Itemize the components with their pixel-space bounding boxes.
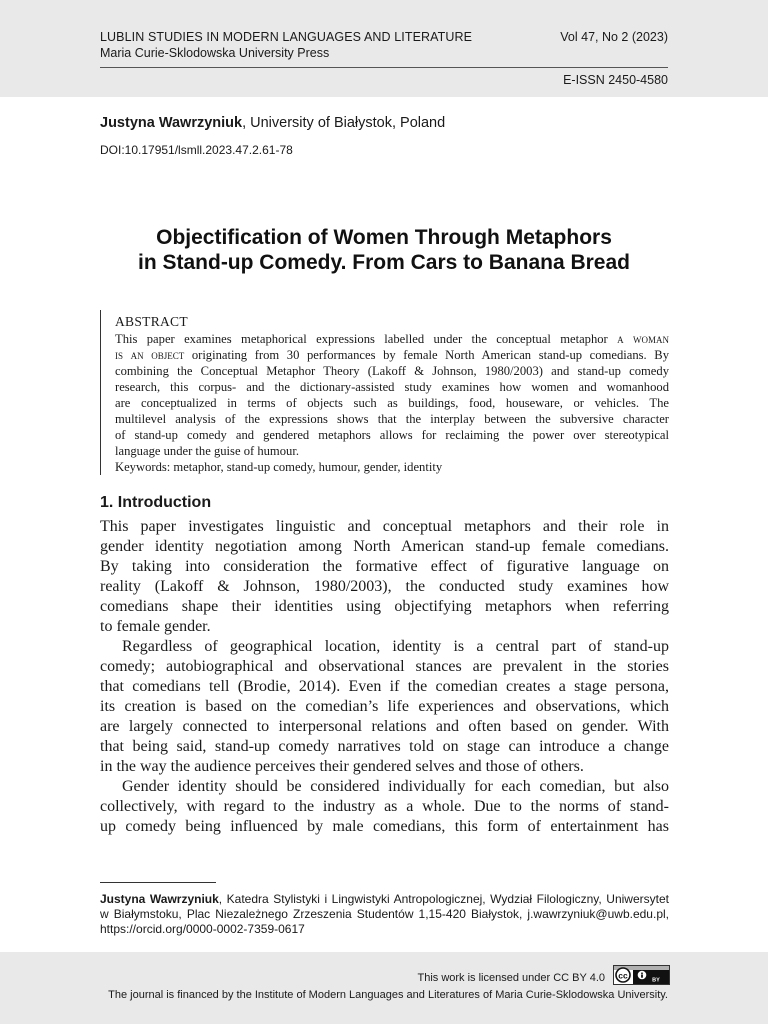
abstract-heading: ABSTRACT — [115, 314, 188, 329]
funding-note: The journal is financed by the Institute of Modern Languages and Literatures of Maria Curie-Sklodowska University. — [108, 989, 668, 1001]
abstract-text: This paper examines metaphorical expressions labelled under the conceptual metaphor — [115, 332, 618, 346]
article-title — [100, 225, 668, 275]
body-line: Regardless of geographical location, identity is a central part of stand-up — [122, 638, 669, 655]
body-line: comedians shape their identities using objectifying metaphors when referring — [100, 598, 669, 615]
abstract-line: combining the Conceptual Metaphor Theory (Lakoff & Johnson, 1980/2003) and stand-up comedy — [115, 364, 669, 378]
volume-issue: Vol 47, No 2 (2023) — [560, 30, 668, 44]
body-line: By taking into consideration the formative effect of figurative language on — [100, 558, 669, 575]
body-line: that comedians tell (Brodie, 2014). Even if the comedian creates a stage persona, — [100, 678, 669, 695]
abstract-line: multilevel analysis of the expressions shows that the interplay between the subversive character — [115, 412, 669, 426]
title-line: in Stand-up Comedy. From Cars to Banana Bread — [137, 251, 630, 274]
footnote-text: , Katedra Stylistyki i Lingwistyki Antropologicznej, Wydział Filologiczny, Uniwersytet — [218, 892, 669, 906]
body-line: that being said, stand-up comedy narratives told on stage can introduce a change — [100, 738, 669, 755]
abstract-line: are conceptualized in terms of objects such as buildings, food, houseware, or vehicles. The — [115, 396, 669, 410]
metaphor-label: a woman — [617, 332, 669, 346]
journal-title: LUBLIN STUDIES IN MODERN LANGUAGES AND LITERATURE — [100, 30, 473, 44]
body-line: collectively, with regard to the industry as a whole. Due to the norms of stand- — [100, 798, 669, 815]
abstract-block — [100, 310, 670, 476]
abstract-line: language under the guise of humour. — [115, 444, 299, 458]
footnote-author: Justyna Wawrzyniuk — [100, 892, 219, 906]
footnote-divider — [100, 882, 216, 883]
keywords: Keywords: metaphor, stand-up comedy, humour, gender, identity — [115, 460, 443, 474]
body-line: gender identity negotiation among North American stand-up female comedians. — [100, 538, 669, 555]
header-divider — [100, 67, 668, 68]
abstract-line: research, this corpus- and the dictionary-assisted study examines how women and womanhood — [115, 380, 669, 394]
section-heading: 1. Introduction — [100, 494, 212, 511]
doi-link[interactable]: DOI:10.17951/lsmll.2023.47.2.61-78 — [100, 143, 293, 157]
orcid-link[interactable]: https://orcid.org/0000-0002-7359-0617 — [100, 922, 305, 936]
body-line: Gender identity should be considered individually for each comedian, but also — [122, 778, 669, 795]
issn: E-ISSN 2450-4580 — [563, 73, 668, 87]
publisher-name: Maria Curie-Sklodowska University Press — [100, 46, 330, 60]
abstract-line — [115, 347, 669, 363]
abstract-bar — [100, 310, 101, 475]
footnote-line — [100, 892, 669, 907]
footnote-line: w Białymstoku, Plac Niezależnego Zrzeszenia Studentów 1,15-420 Białystok, j.wawrzyniuk@uwb.edu.pl, — [100, 907, 669, 921]
journal-header — [0, 0, 768, 97]
cc-by-license-icon[interactable] — [613, 965, 670, 985]
body-line: This paper investigates linguistic and conceptual metaphors and their role in — [100, 518, 669, 535]
body-line: up comedy being influenced by male comedians, this form of entertainment has — [100, 818, 669, 835]
body-line: comedy; autobiographical and observational stances are prevalent in the stories — [100, 658, 669, 675]
abstract-line — [115, 331, 669, 347]
author-line — [100, 115, 445, 131]
body-line: to female gender. — [100, 618, 211, 635]
body-line: are largely connected to interpersonal relations and often based on gender. With — [100, 718, 669, 735]
journal-footer — [0, 952, 768, 1024]
author-affiliation: , University of Białystok, Poland — [242, 115, 446, 131]
author-name: Justyna Wawrzyniuk — [100, 115, 243, 131]
abstract-text: originating from 30 performances by female North American stand-up comedians. By — [184, 348, 669, 362]
abstract-line: of stand-up comedy and gendered metaphors allows for reclaiming the power over stereotypical — [115, 428, 669, 442]
by-glyph: BY — [652, 977, 660, 984]
body-line: in the way the audience perceives their gendered selves and those of others. — [100, 758, 584, 775]
body-line: its creation is based on the comedian’s life experiences and observations, which — [100, 698, 669, 715]
metaphor-label: is an object — [115, 348, 185, 362]
cc-glyph: cc — [618, 970, 628, 981]
license-text: This work is licensed under CC BY 4.0 — [417, 972, 605, 984]
title-line: Objectification of Women Through Metaphors — [156, 226, 612, 249]
body-line: reality (Lakoff & Johnson, 1980/2003), the conducted study examines how — [100, 578, 669, 595]
